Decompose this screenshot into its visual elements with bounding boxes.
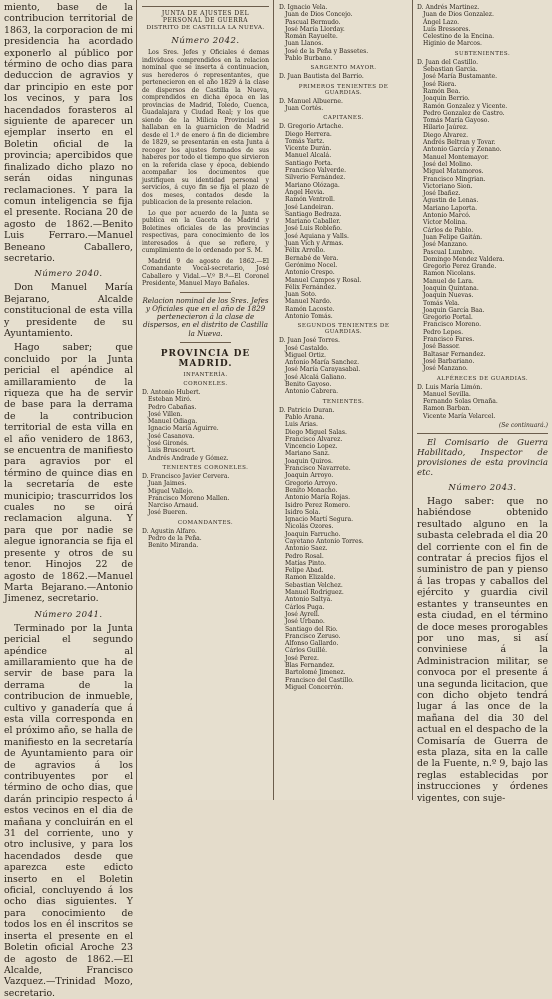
name-list bbox=[279, 73, 408, 80]
name-entry: Vicente María Velarcel. bbox=[423, 412, 496, 420]
name-entry: Diego Miguel Salas. bbox=[285, 428, 347, 436]
name-entry: Benito Monacho. bbox=[285, 486, 338, 494]
name-entry: Antonio Saltya. bbox=[285, 596, 333, 604]
name-entry: Santiago del Rio. bbox=[285, 625, 338, 633]
name-entry: Manuel Rodriguez. bbox=[285, 589, 344, 597]
name-entry: Gerónimo Nocel. bbox=[285, 261, 338, 269]
name-entry: Joaquin García Baa. bbox=[423, 306, 485, 314]
name-entry: D. Patricio Duran. bbox=[279, 406, 335, 414]
name-entry: Luis Bressores. bbox=[423, 25, 471, 33]
name-entry: Cárlos de Pablo. bbox=[423, 226, 474, 234]
name-entry: Manuel Alcalá. bbox=[285, 152, 332, 160]
name-entry: José María Carayasabal. bbox=[285, 366, 361, 374]
name-entry: Juan Jaimes. bbox=[148, 480, 187, 488]
name-entry: Isidro Perez Romero. bbox=[285, 501, 351, 509]
name-entry: José Casanova. bbox=[148, 432, 195, 440]
comisario-heading: El Comisario de Guerra Habilitado, Inspector de provisiones de esta provincia etc. bbox=[417, 438, 548, 479]
name-entry: Joaquin Nuevas. bbox=[423, 292, 474, 300]
name-entry: Juan de Dios Concejo. bbox=[285, 11, 353, 19]
name-entry: D. Antonio Hubert. bbox=[142, 388, 201, 396]
name-entry: Román Rayuelte. bbox=[285, 33, 338, 41]
name-entry: Mariano Olózaga. bbox=[285, 181, 340, 189]
name-entry: José Perez. bbox=[285, 654, 319, 662]
name-entry: Ignacio Martí Segura. bbox=[285, 516, 354, 524]
rank-heading: COMANDANTES. bbox=[177, 519, 234, 526]
name-entry: Cayetano Antonio Torres. bbox=[285, 538, 364, 545]
name-entry: Félix Fernández. bbox=[285, 283, 337, 291]
name-entry: Cárlos Puga. bbox=[285, 603, 325, 611]
name-list bbox=[417, 59, 548, 373]
name-entry: Ramón Lacoste. bbox=[285, 305, 335, 313]
name-entry: Esteban Miró. bbox=[148, 396, 192, 404]
name-entry: Joaquin Farrucho. bbox=[285, 530, 341, 538]
name-entry: Antonio María Sanchez. bbox=[285, 359, 360, 367]
rank-heading: TENIENTES CORONELES. bbox=[162, 464, 249, 471]
name-entry: Pedro Gonzalez de Castro. bbox=[423, 109, 505, 117]
relacion-heading: Relacion nominal de los Sres. Jefes y Oficiales que en el año de 1829 pertenecieron á la clase de dispersos, en el distrito de Castilla la Nueva. bbox=[142, 295, 269, 338]
name-entry: Joaquin Berrio. bbox=[423, 95, 470, 103]
name-entry: Francisco del Castillo. bbox=[285, 676, 354, 684]
name-entry: José Aquiana y Valls. bbox=[285, 232, 349, 240]
name-entry: Gregorio Perez Grande. bbox=[423, 263, 497, 271]
rank-heading: PRIMEROS TENIENTES DE GUARDIAS. bbox=[298, 83, 389, 96]
name-list bbox=[279, 123, 408, 320]
name-entry: Mariano Sanz. bbox=[285, 450, 330, 458]
name-entry: Silverio Fernández. bbox=[285, 174, 346, 182]
name-entry: Felipe Abad. bbox=[285, 567, 324, 575]
name-entry: Sebastian Garcia. bbox=[423, 66, 478, 74]
name-entry: Diego Alvarez. bbox=[423, 131, 469, 139]
name-entry: José de la Peña y Bassetes. bbox=[285, 47, 369, 55]
name-entry: Luis Arias. bbox=[285, 421, 318, 429]
name-entry: D. Agustin Alfaro. bbox=[142, 527, 197, 535]
name-entry: Ramón Ventroll. bbox=[285, 196, 335, 204]
name-entry: D. Ignacio Vela. bbox=[279, 4, 328, 11]
name-entry: Manuel de Lara. bbox=[423, 277, 474, 285]
name-entry: Pedro Cabañas. bbox=[148, 403, 197, 411]
rank-heading: SEGUNDOS TENIENTES DE GUARDIAS. bbox=[297, 323, 390, 336]
name-entry: D. Luis María Limón. bbox=[417, 383, 483, 391]
name-entry: Manuel Nardo. bbox=[285, 298, 332, 306]
name-entry: D. Andrés Martinez. bbox=[417, 4, 480, 11]
name-entry: José Castaldo. bbox=[285, 344, 329, 352]
name-list bbox=[279, 407, 408, 692]
name-entry: Ramon Elizalde. bbox=[285, 574, 336, 582]
name-entry: Juan Soto. bbox=[285, 291, 317, 299]
name-list bbox=[142, 473, 269, 517]
name-entry: Manuel Odiaga. bbox=[148, 418, 198, 426]
name-entry: Juan Vich y Armas. bbox=[285, 240, 344, 248]
name-entry: Tomás María Gayoso. bbox=[423, 117, 490, 125]
name-entry: D. Francisco Javier Cervera. bbox=[142, 472, 230, 480]
name-entry: Pedro Lepes. bbox=[423, 328, 464, 336]
district-heading: DISTRITO DE CASTILLA LA NUEVA. bbox=[146, 25, 265, 31]
name-list bbox=[279, 337, 408, 395]
name-entry: Victoriano Sion. bbox=[423, 182, 473, 190]
name-entry: Antonio María Rojas. bbox=[285, 494, 351, 502]
name-entry: Joaquin Quintana. bbox=[423, 284, 479, 292]
rank-heading: TENIENTES. bbox=[322, 398, 365, 405]
name-entry: Ramón Gonzalez y Vicente. bbox=[423, 102, 508, 110]
divider bbox=[180, 342, 231, 343]
name-entry: José Bueren. bbox=[148, 509, 188, 517]
name-entry: Tomás Vela. bbox=[423, 299, 460, 307]
name-entry: Sebastian Velchez. bbox=[285, 581, 343, 589]
name-entry: Francisco Alvarez. bbox=[285, 435, 343, 443]
name-list bbox=[142, 528, 269, 550]
name-entry: José Manzano. bbox=[423, 365, 468, 373]
province-heading: PROVINCIA DE MADRID. bbox=[160, 348, 251, 369]
column-3 bbox=[274, 0, 412, 800]
name-entry: Ramón Bea. bbox=[423, 87, 461, 95]
name-entry: Andrés Beltran y Tovar. bbox=[423, 139, 496, 147]
name-entry: Francisco Fares. bbox=[423, 336, 475, 344]
name-entry: Andrés Andrade y Gómez. bbox=[148, 454, 229, 462]
name-entry: D. Manuel Albuerne. bbox=[279, 97, 343, 105]
rank-heading: SUBTENIENTES. bbox=[454, 50, 511, 57]
name-entry: Pascual Bermudo. bbox=[285, 18, 341, 26]
name-entry: Antonio Crespo. bbox=[285, 269, 335, 277]
name-list bbox=[417, 4, 548, 48]
notice-number: Número 2040. bbox=[34, 269, 103, 280]
name-entry: José María Bustamante. bbox=[423, 73, 498, 81]
name-entry: Baltasar Fernandez. bbox=[423, 350, 486, 358]
name-entry: Antonio Tomás. bbox=[285, 312, 333, 320]
name-entry: Pablo Arana. bbox=[285, 413, 325, 421]
notice-number: Número 2043. bbox=[448, 483, 517, 494]
name-entry: Santiago Bedraza. bbox=[285, 210, 342, 218]
name-list bbox=[279, 4, 408, 62]
junta-notice: Los Sres. Jefes y Oficiales é demas individuos comprendidos en la relacion nominal que se inserta á continuacion, sus herederos ó representantes, que pertenecieron en el año 1829 á la clase de dispersos de Castilla la Nueva, comprendidos en dicha época en las provincias de Madrid, Toledo, Cuenca, Guadalajara y Ciudad Real; y los que siendo de la Milicia Provincial se hallaban en la guarnicion de Madrid desde el 1.º de enero á fin de diciembre de 1829, se presentarán en esta Junta á recoger los ajustes formados de sus haberes por todo el tiempo que sirvieron en la referida clase y época, debiendo acompañar los documentos que justifiquen su identidad personal y servicios, á cuyo fin se fija el plazo de dos meses, contados desde la publicacion de la presente relacion. bbox=[142, 49, 269, 206]
name-entry: Francisco Valverde. bbox=[285, 167, 347, 175]
name-entry: Joaquin Arroyo. bbox=[285, 472, 334, 480]
name-entry: Ángel Hevia. bbox=[285, 188, 325, 196]
junta-publication: Lo que por acuerdo de la Junta se publica en la Gaceta de Madrid y Boletines oficiales de las provincias respectivas, para conocimiento de los interesados á que se refiere, y cumplimiento de lo ordenado por S. M. bbox=[142, 209, 269, 254]
rociana-edict: miento, base de la contribucion territorial de 1863, la corporacion de mi presidencia ha acordado exponerlo al público por término de ocho dias para deduccion de agravios y dar principio en este por los vecinos, y para los hacendados forasteros al siguiente de aparecer un ejemplar inserto en el Boletin oficial de la provincia; apercibidos que finalizado dicho plazo no serán oidas ningunas reclamaciones. Y para la comun inteligencia se fija el presente. Rociana 20 de agosto de 1862.—Benito Luis Ferraro.—Manuel Beneano Caballero, secretario. bbox=[4, 2, 133, 264]
name-entry: Antonio Marcó. bbox=[423, 212, 471, 220]
name-entry: José María Llorday. bbox=[285, 25, 345, 33]
name-entry: Víctor Molina. bbox=[423, 219, 468, 227]
name-entry: Pedro de la Peña. bbox=[148, 535, 202, 543]
name-entry: Benito Miranda. bbox=[148, 542, 199, 550]
name-entry: Benito Gayoso. bbox=[285, 381, 332, 389]
rank-heading: CAPITANES. bbox=[323, 115, 364, 122]
name-entry: Alfonso Gallardo. bbox=[285, 640, 339, 648]
name-entry: Francisco Moreno Mallen. bbox=[148, 494, 230, 502]
column-4 bbox=[413, 0, 552, 804]
divider bbox=[180, 292, 231, 293]
subasta-notice: Hago saber: que no habiéndose obtenido resultado alguno en la subasta celebrada el dia 20 del corriente con el fin de contratar á precios fijos el suministro de pan y pienso á las tropas y caballos del ejército y guardia civil estantes y transeuntes en esta ciudad, en el término de doce meses prorogables por uno mas, si así conviniese á la Administracion militar, se convoca por el presente á una segunda licitacion, que con dicho objeto tendrá lugar á las once de la mañana del dia 30 del actual en el despacho de la Comisaría de Guerra de esta plaza, sita en la calle de la Fuente, n.º 9, bajo las reglas establecidas por instrucciones y órdenes vigentes, con suje- bbox=[417, 496, 548, 804]
name-entry: Francisco Mingrian. bbox=[423, 175, 486, 183]
name-entry: Pedro Rosal. bbox=[285, 552, 324, 560]
name-entry: Cárlos Guillé. bbox=[285, 647, 328, 655]
name-entry: José Barbariano. bbox=[423, 357, 475, 365]
branch-heading: INFANTERÍA. bbox=[183, 371, 228, 378]
name-entry: José Gironés. bbox=[148, 440, 189, 448]
name-entry: Ramon Nicolans. bbox=[423, 270, 476, 278]
notice-number: Número 2042. bbox=[171, 36, 240, 46]
name-entry: Miguel Ortiz. bbox=[285, 351, 326, 359]
name-entry: Manuel Montemayor. bbox=[423, 153, 489, 161]
name-list bbox=[279, 98, 408, 113]
name-entry: José Manzano. bbox=[423, 241, 468, 249]
rank-heading: SARGENTO MAYOR. bbox=[310, 65, 377, 72]
name-entry: Agustin de Lenas. bbox=[423, 197, 479, 205]
rank-heading: ALFÉRECES DE GUARDIAS. bbox=[436, 375, 529, 382]
name-entry: Antonio García y Zenano. bbox=[423, 146, 502, 154]
name-entry: Miguel Concerrón. bbox=[285, 683, 344, 691]
name-entry: Celestino de la Encina. bbox=[423, 33, 495, 41]
aroche-edict: Terminado por la Junta pericial el segundo apéndice al amillaramiento que ha de servir de base para la derrama de la contribucion de inmueble, cultivo y ganadería que á esta villa corresponda en el próximo año, se halla de manifiesto en la secretaría de Ayuntamiento para oir de agravios á los contribuyentes por el término de ocho dias, que darán principio respecto á estos vecinos en el dia de mañana y concluirán en el 31 del corriente, uno y otro inclusive, y para los hacendados desde que aparezca este edicto inserto en el Boletin oficial, concluyendo á los ocho dias siguientes. Y para conocimiento de todos los en él inscritos se inserta el presente en el Boletin oficial Aroche 23 de agosto de 1862.—El Alcalde, Francisco Vazquez.—Trinidad Mozo, secretario. bbox=[4, 622, 133, 999]
name-entry: Manuel Sevilla. bbox=[423, 390, 471, 398]
name-entry: José Villen. bbox=[148, 410, 183, 418]
name-entry: Luis Bruscourt. bbox=[148, 447, 196, 455]
name-entry: José Alcalá Galiano. bbox=[285, 373, 347, 381]
name-entry: José Urbano. bbox=[285, 618, 325, 626]
name-entry: Juan de Dios Gonzalez. bbox=[423, 11, 494, 19]
name-entry: Vincencio Lopez. bbox=[285, 443, 338, 451]
name-entry: D. Juan Bautista del Barrio. bbox=[279, 73, 364, 81]
name-entry: Gregorio Arroyo. bbox=[285, 479, 338, 487]
name-entry: Hilario Jaúrez. bbox=[423, 124, 468, 132]
name-entry: Ignacio María Aguirre. bbox=[148, 425, 219, 433]
hinojos-edict: Hago saber; que concluido por la Junta pericial el apéndice al amillaramiento de la riqueza que ha de servir de base para la derrama de la contribucion territorial de esta villa en el año venidero de 1863, se encuentra de manifiesto para agravios por el término de quince dias en la secretaría de este municipio; trascurridos los cuales no se oirá reclamacion alguna. Y para que por nadie se alegue ignorancia se fija el presente y otros de su tenor. Hinojos 22 de agosto de 1862.—Manuel Marta Bejarano.—Antonio Jimenez, secretario. bbox=[4, 342, 133, 605]
name-entry: José Landeiran. bbox=[285, 203, 334, 211]
name-entry: Blas Fernandez. bbox=[285, 662, 335, 670]
name-entry: Mariano Caballer. bbox=[285, 218, 341, 226]
name-entry: Juan Llanos. bbox=[285, 40, 324, 48]
name-entry: Juan Felipe Gaitán. bbox=[423, 233, 483, 241]
column-2 bbox=[137, 0, 273, 800]
name-entry: Matías Pinto. bbox=[285, 559, 326, 567]
name-entry: D. Gregorio Artache. bbox=[279, 123, 344, 131]
rank-heading: CORONELES. bbox=[183, 380, 228, 387]
name-entry: Miguel Matamoros. bbox=[423, 168, 484, 176]
name-list bbox=[417, 384, 548, 420]
name-entry: Ramon Barban. bbox=[423, 405, 472, 413]
name-entry: Nicolás Ozores. bbox=[285, 523, 334, 531]
name-entry: José Ibañez. bbox=[423, 190, 461, 198]
name-entry: Gregorio Portal. bbox=[423, 314, 473, 322]
name-entry: Bernabé de Vera. bbox=[285, 254, 339, 262]
name-entry: Pablo Burbano. bbox=[285, 55, 333, 63]
name-entry: Juan Cortés. bbox=[285, 104, 324, 112]
name-entry: Antonio Saez. bbox=[285, 545, 328, 553]
name-entry: Domingo Mendez Valdera. bbox=[423, 255, 505, 263]
name-entry: José Bassor. bbox=[423, 343, 460, 351]
name-entry: José Ayrell. bbox=[285, 610, 320, 618]
name-entry: Bartolomé Jimenez. bbox=[285, 669, 346, 677]
name-entry: Tomás Yartz. bbox=[285, 137, 325, 145]
name-entry: Mariano Laporta. bbox=[423, 204, 478, 212]
name-entry: Isidro Sola. bbox=[285, 508, 321, 516]
name-entry: Manuel Campos y Rosal. bbox=[285, 276, 362, 284]
name-entry: Miguel Vallejo. bbox=[148, 487, 194, 495]
name-entry: Higinio de Marcos. bbox=[423, 40, 482, 48]
name-entry: Francisco Navarrete. bbox=[285, 465, 351, 473]
name-entry: Antonio Cabrera. bbox=[285, 388, 339, 396]
divider bbox=[417, 433, 548, 434]
hinojos-header: Don Manuel María Bejarano, Alcalde constitucional de esta villa y presidente de su Ayuntamiento. bbox=[4, 282, 133, 339]
name-entry: Francisco Moreno. bbox=[423, 321, 482, 329]
name-entry: Narciso Arnaud. bbox=[148, 502, 199, 510]
junta-signature: Madrid 9 de agosto de 1862.—El Comandante Vocal-secretario, José Caballero y Vidal.—V.º B.º—El Coronel Presidente, Manuel Mayo Bañales. bbox=[142, 257, 269, 287]
column-1 bbox=[0, 0, 136, 999]
continuation-note: (Se continuará.) bbox=[498, 422, 548, 430]
name-list bbox=[142, 389, 269, 462]
name-entry: Diego Herrera. bbox=[285, 130, 332, 138]
name-entry: Fernando Solas Ornaña. bbox=[423, 398, 498, 406]
notice-number: Número 2041. bbox=[34, 609, 103, 620]
name-entry: D. Juan del Castillo. bbox=[417, 58, 479, 66]
junta-heading: JUNTA DE AJUSTES DEL PERSONAL DE GUERRA bbox=[142, 6, 269, 24]
name-entry: José del Molino. bbox=[423, 160, 473, 168]
name-entry: Vicente Durán. bbox=[285, 145, 332, 153]
name-entry: Francisco Zeruso. bbox=[285, 632, 341, 640]
name-entry: Pascual Lumbre. bbox=[423, 248, 475, 256]
name-entry: Félix Arrollo. bbox=[285, 247, 326, 255]
name-entry: Joaquin Quiros. bbox=[285, 457, 333, 465]
name-entry: Ángel Lazo. bbox=[423, 18, 460, 26]
name-entry: José Luis Robleño. bbox=[285, 225, 342, 233]
name-entry: Santiago Porta. bbox=[285, 159, 333, 167]
name-entry: José Riera. bbox=[423, 80, 457, 88]
name-entry: D. Juan José Torres. bbox=[279, 337, 340, 345]
